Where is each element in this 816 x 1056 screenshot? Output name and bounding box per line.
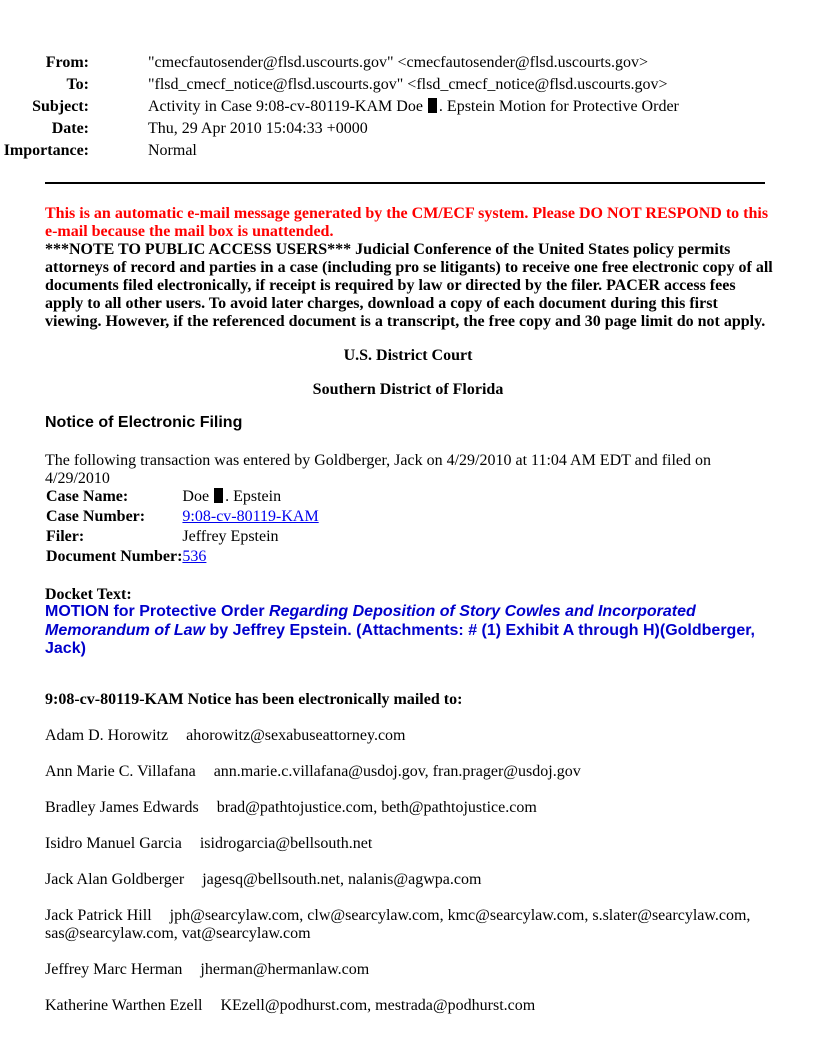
case-number-link[interactable]: 9:08-cv-80119-KAM <box>182 508 319 525</box>
to-label: To: <box>66 76 89 93</box>
subject-value <box>148 96 679 118</box>
docket-text-part3: by Jeffrey Epstein. (Attachments: # (1) Exhibit A through H)(Goldberger, Jack) <box>45 621 755 657</box>
case-name-row <box>46 487 319 507</box>
recipient-emails: brad@pathtojustice.com, beth@pathtojustice.com <box>216 799 537 816</box>
from-label: From: <box>45 54 89 71</box>
header-divider <box>45 182 765 184</box>
case-name-after: . Epstein <box>225 488 282 505</box>
recipient-emails: isidrogarcia@bellsouth.net <box>199 835 373 852</box>
transaction-text: The following transaction was entered by Goldberger, Jack on 4/29/2010 at 11:04 AM EDT and filed on 4/29/2010 <box>45 452 712 487</box>
case-name-before: Doe <box>182 488 210 505</box>
recipient-name: Isidro Manuel Garcia <box>45 835 182 852</box>
auto-message-warning: This is an automatic e-mail message generated by the CM/ECF system. Please DO NOT RESPOND to this e-mail because the mail box is unattended. <box>45 205 769 240</box>
date-label: Date: <box>51 120 89 137</box>
recipient-entry <box>45 799 775 817</box>
filer-value: Jeffrey Epstein <box>182 528 279 545</box>
public-access-note: ***NOTE TO PUBLIC ACCESS USERS*** Judicial Conference of the United States policy permits attorneys of record and parties in a case (including pro se litigants) to receive one free electronic copy of all documents filed electronically, if receipt is required by law or directed by the filer. PACER access fees apply to all other users. To avoid later charges, download a copy of each document during this first viewing. However, if the referenced document is a transcript, the free copy and 30 page limit do not apply. <box>45 241 773 330</box>
recipient-entry <box>45 997 775 1015</box>
recipient-entry <box>45 907 775 943</box>
importance-value: Normal <box>148 142 197 159</box>
header-date-row <box>0 118 760 140</box>
case-number-label: Case Number: <box>46 508 146 525</box>
case-name-label: Case Name: <box>46 488 129 505</box>
case-info-table <box>46 487 319 567</box>
subject-text-after: . Epstein Motion for Protective Order <box>438 98 679 115</box>
district-name: Southern District of Florida <box>312 381 504 398</box>
recipient-entry <box>45 871 775 889</box>
document-number-label: Document Number: <box>46 548 183 565</box>
recipient-entry <box>45 727 775 745</box>
mailed-to-heading: 9:08-cv-80119-KAM Notice has been electronically mailed to: <box>45 691 463 708</box>
date-value: Thu, 29 Apr 2010 15:04:33 +0000 <box>148 120 368 137</box>
recipient-emails: KEzell@podhurst.com, mestrada@podhurst.com <box>220 997 536 1014</box>
to-value: "flsd_cmecf_notice@flsd.uscourts.gov" <flsd_cmecf_notice@flsd.uscourts.gov> <box>148 76 668 93</box>
filer-row <box>46 527 319 547</box>
subject-label: Subject: <box>32 98 89 115</box>
recipient-name: Jack Alan Goldberger <box>45 871 185 888</box>
case-number-row <box>46 507 319 527</box>
recipient-name: Adam D. Horowitz <box>45 727 169 744</box>
recipient-entry <box>45 961 775 979</box>
recipient-name: Jeffrey Marc Herman <box>45 961 183 978</box>
case-name-value <box>182 487 318 507</box>
from-value: "cmecfautosender@flsd.uscourts.gov" <cmecfautosender@flsd.uscourts.gov> <box>148 54 648 71</box>
section-title: Notice of Electronic Filing <box>45 414 243 431</box>
header-importance-row <box>0 140 760 162</box>
recipient-name: Katherine Warthen Ezell <box>45 997 203 1014</box>
recipient-entry <box>45 763 775 781</box>
docket-text-label: Docket Text: <box>45 586 132 603</box>
redaction-block <box>428 98 437 113</box>
recipient-emails: jph@searcylaw.com, clw@searcylaw.com, kmc@searcylaw.com, s.slater@searcylaw.com, sas@searcylaw.com, vat@searcylaw.com <box>45 907 751 942</box>
recipient-name: Bradley James Edwards <box>45 799 199 816</box>
recipient-name: Jack Patrick Hill <box>45 907 152 924</box>
importance-label: Importance: <box>3 142 89 159</box>
recipient-emails: ahorowitz@sexabuseattorney.com <box>186 727 406 744</box>
filer-label: Filer: <box>46 528 85 545</box>
redaction-block <box>214 488 223 503</box>
subject-text-before: Activity in Case 9:08-cv-80119-KAM Doe <box>148 98 423 115</box>
document-number-link[interactable]: 536 <box>182 548 207 565</box>
recipient-name: Ann Marie C. Villafana <box>45 763 196 780</box>
recipient-emails: jagesq@bellsouth.net, nalanis@agwpa.com <box>202 871 482 888</box>
court-name: U.S. District Court <box>343 347 473 364</box>
docket-text-part1: MOTION for Protective Order <box>45 603 270 620</box>
recipient-emails: ann.marie.c.villafana@usdoj.gov, fran.prager@usdoj.gov <box>213 763 581 780</box>
header-from-row <box>0 52 760 74</box>
recipient-entry <box>45 835 775 853</box>
document-number-row <box>46 547 319 567</box>
recipient-emails: jherman@hermanlaw.com <box>200 961 370 978</box>
header-subject-row <box>0 96 760 118</box>
docket-text <box>45 603 770 659</box>
docket-text-italic: Regarding Deposition of Story Cowles and Incorporated Memorandum of Law <box>45 603 696 639</box>
header-to-row <box>0 74 760 96</box>
